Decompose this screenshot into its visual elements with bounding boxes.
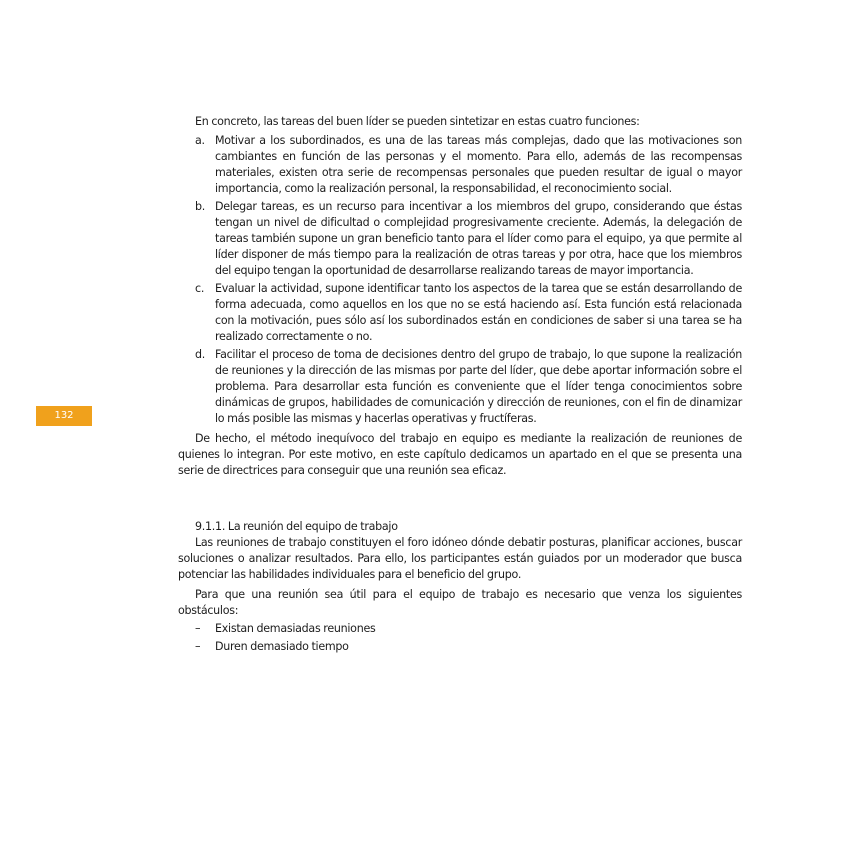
intro-paragraph: En concreto, las tareas del buen líder se pueden sintetizar en estas cuatro funciones: <box>195 115 640 128</box>
page-content <box>178 114 742 657</box>
list-item-text: Facilitar el proceso de toma de decisiones dentro del grupo de trabajo, lo que supone la realización de reuniones y la dirección de las mismas por parte del líder, que debe aportar información sobre el problema. Para desarrollar esta función es conveniente que el líder tenga conocimientos sobre dinámicas de grupos, habilidades de comunicación y dirección de reuniones, con el fin de dinamizar lo más posible las mismas y hacerlas operativas y fructíferas. <box>215 348 742 425</box>
list-item-text: Motivar a los subordinados, es una de las tareas más complejas, dado que las motivaciones son cambiantes en función de las personas y el momento. Para ello, además de las recompensas materiales, existen otra serie de recompensas personales que pueden resultar de igual o mayor importancia, como la realización personal, la responsabilidad, el reconocimiento social. <box>215 134 742 195</box>
list-item <box>178 281 742 345</box>
list-marker: a. <box>195 134 205 147</box>
list-item-text: Delegar tareas, es un recurso para incentivar a los miembros del grupo, considerando que éstas tengan un nivel de dificultad o complejidad progresivamente creciente. Además, la delegación de tareas también supone un gran beneficio tanto para el líder como para el equipo, ya que permite al líder disponer de más tiempo para la realización de otras tareas y por otra, hace que los miembros del equipo tengan la oportunidad de desarrollarse realizando tareas de mayor importancia. <box>215 200 742 277</box>
body-paragraph: Las reuniones de trabajo constituyen el foro idóneo dónde debatir posturas, planificar acciones, buscar soluciones o analizar resultados. Para ello, los participantes están guiados por un moderador que busca potenciar las habilidades individuales para el beneficio del grupo. <box>178 536 742 581</box>
body-paragraph: Para que una reunión sea útil para el equipo de trabajo es necesario que venza los siguientes obstáculos: <box>178 588 742 617</box>
list-marker: d. <box>195 348 206 361</box>
list-item <box>178 639 742 655</box>
list-item <box>178 199 742 279</box>
list-marker: c. <box>195 282 205 295</box>
list-marker: b. <box>195 200 206 213</box>
list-item-text: Existan demasiadas reuniones <box>215 622 376 635</box>
list-item <box>178 133 742 197</box>
list-item <box>178 347 742 427</box>
obstacles-list <box>178 621 742 655</box>
section-heading: 9.1.1. La reunión del equipo de trabajo <box>195 520 398 533</box>
page-number-tab: 132 <box>36 406 92 426</box>
list-item-text: Duren demasiado tiempo <box>215 640 349 653</box>
list-item <box>178 621 742 637</box>
list-marker: – <box>195 640 201 653</box>
list-item-text: Evaluar la actividad, supone identificar tanto los aspectos de la tarea que se están desarrollando de forma adecuada, como aquellos en los que no se está haciendo así. Esta función está relacionada con la motivación, pues sólo así los subordinados están en condiciones de saber si una tarea se ha realizado correctamente o no. <box>215 282 742 343</box>
leader-tasks-list <box>178 133 742 427</box>
list-marker: – <box>195 622 201 635</box>
body-paragraph: De hecho, el método inequívoco del trabajo en equipo es mediante la realización de reuniones de quienes lo integran. Por este motivo, en este capítulo dedicamos un apartado en el que se presenta una serie de directrices para conseguir que una reunión sea eficaz. <box>178 432 742 477</box>
